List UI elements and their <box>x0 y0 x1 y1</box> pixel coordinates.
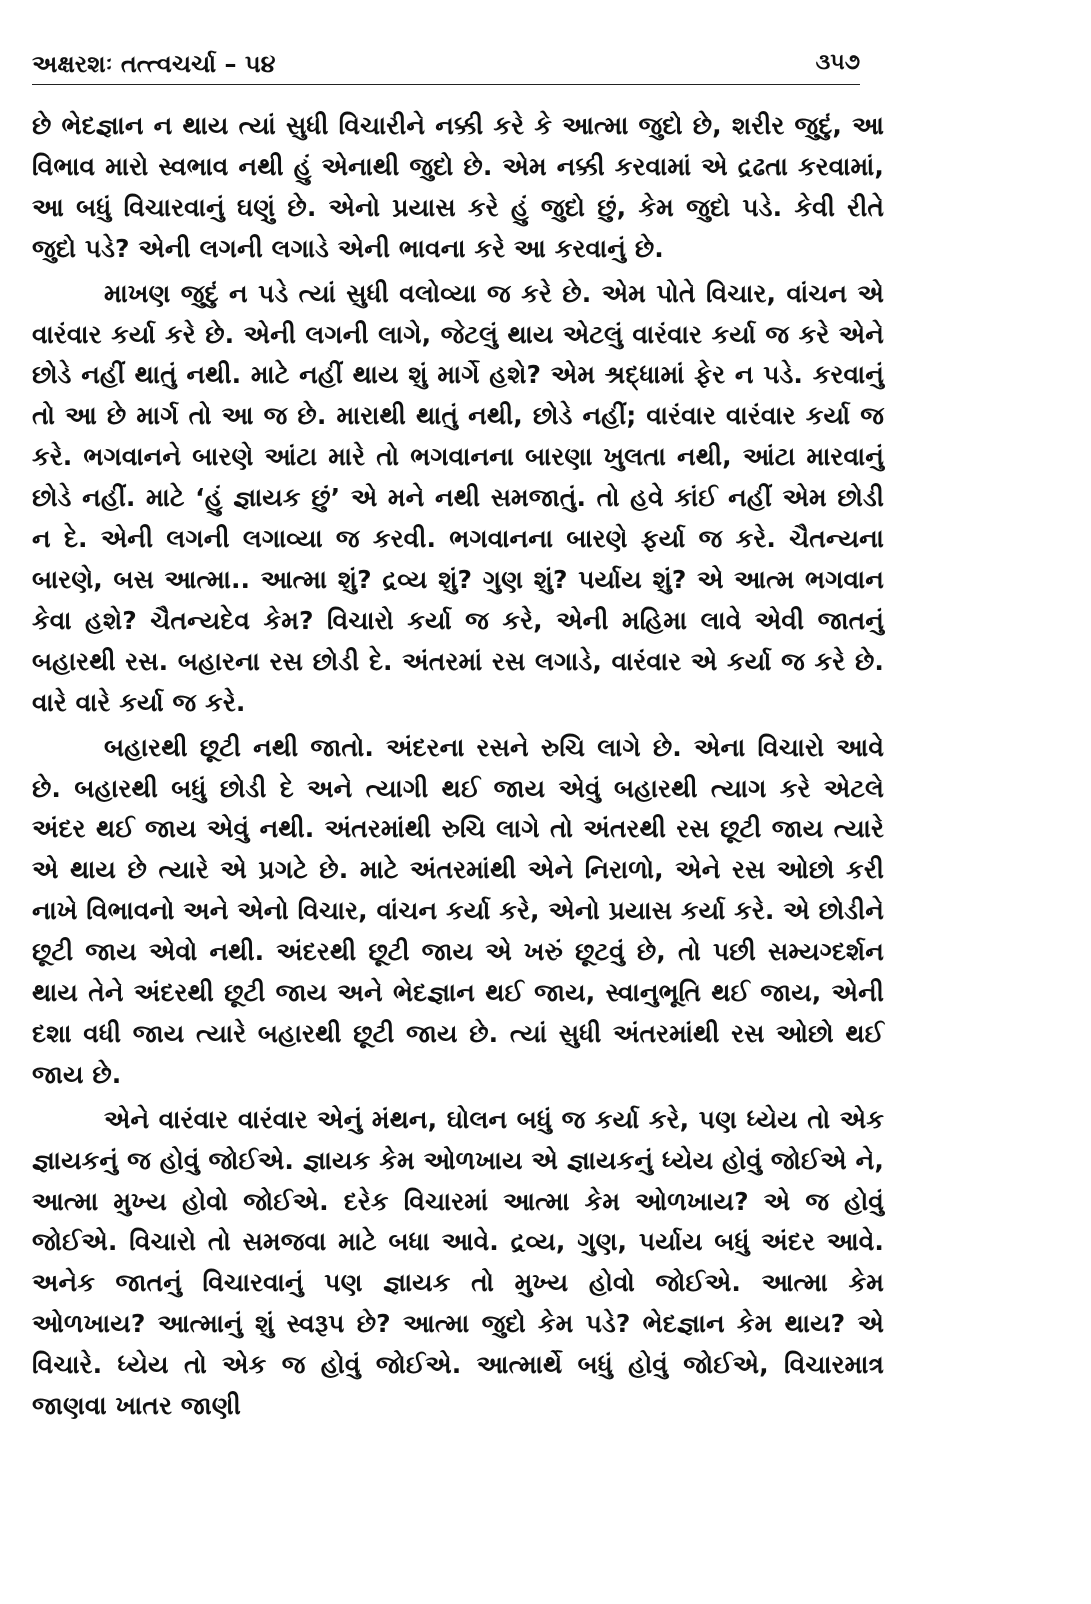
paragraph: એને વારંવાર વારંવાર એનું મંથન, ઘોલન બધું જ કર્યા કરે, પણ ધ્યેય તો એક જ્ઞાયકનું જ હોવું જોઈએ. જ્ઞાયક કેમ ઓળખાય એ જ્ઞાયકનું ધ્યેય હોવું જોઈએ ને, આત્મા મુખ્ય હોવો જોઈએ. દરેક વિચારમાં આત્મા કેમ ઓળખાય? એ જ હોવું જોઈએ. વિચારો તો સમજવા માટે બધા આવે. દ્રવ્ય, ગુણ, પર્યાય બધું અંદર આવે. અનેક જાતનું વિચારવાનું પણ જ્ઞાયક તો મુખ્ય હોવો જોઈએ. આત્મા કેમ ઓળખાય? આત્માનું શું સ્વરૂપ છે? આત્મા જુદો કેમ પડે? ભેદજ્ઞાન કેમ થાય? એ વિચારે. ધ્યેય તો એક જ હોવું જોઈએ. આત્માર્થે બધું હોવું જોઈએ, વિચારમાત્ર જાણવા ખાતર જાણી <box>32 1104 884 1421</box>
paragraph: બહારથી છૂટી નથી જાતો. અંદરના રસને રુચિ લાગે છે. એના વિચારો આવે છે. બહારથી બધું છોડી દે અને ત્યાગી થઈ જાય એવું બહારથી ત્યાગ કરે એટલે અંદર થઈ જાય એવું નથી. અંતરમાંથી રુચિ લાગે તો અંતરથી રસ છૂટી જાય ત્યારે એ થાય છે ત્યારે એ પ્રગટે છે. માટે અંતરમાંથી એને નિરાળો, એને રસ ઓછો કરી નાખે વિભાવનો અને એનો વિચાર, વાંચન કર્યા કરે, એનો પ્રયાસ કર્યા કરે. એ છોડીને છૂટી જાય એવો નથી. અંદરથી છૂટી જાય એ ખરું છૂટવું છે, તો પછી સમ્યગ્દર્શન થાય તેને અંદરથી છૂટી જાય અને ભેદજ્ઞાન થઈ જાય, સ્વાનુભૂતિ થઈ જાય, એની દશા વધી જાય ત્યારે બહારથી છૂટી જાય છે. ત્યાં સુધી અંતરમાંથી રસ ઓછો થઈ જાય છે. <box>32 732 884 1089</box>
page-header <box>32 46 860 85</box>
paragraph-continued: છે ભેદજ્ઞાન ન થાય ત્યાં સુધી વિચારીને નક્કી કરે કે આત્મા જુદો છે, શરીર જુદું, આ વિભાવ મારો સ્વભાવ નથી હું એનાથી જુદો છે. એમ નક્કી કરવામાં એ દ્રઢતા કરવામાં, આ બધું વિચારવાનું ઘણું છે. એનો પ્રયાસ કરે હું જુદો છું, કેમ જુદો પડે. કેવી રીતે જુદો પડે? એની લગની લગાડે એની ભાવના કરે આ કરવાનું છે. <box>32 111 884 263</box>
running-head: અક્ષરશઃ તત્ત્વચર્ચા – ૫૪ <box>32 50 276 78</box>
paragraph: માખણ જુદું ન પડે ત્યાં સુધી વલોવ્યા જ કરે છે. એમ પોતે વિચાર, વાંચન એ વારંવાર કર્યા કરે છે. એની લગની લાગે, જેટલું થાય એટલું વારંવાર કર્યા જ કરે એને છોડે નહીં થાતું નથી. માટે નહીં થાય શું માર્ગે હશે? એમ શ્રદ્ધામાં ફેર ન પડે. કરવાનું તો આ છે માર્ગ તો આ જ છે. મારાથી થાતું નથી, છોડે નહીં; વારંવાર વારંવાર કર્યા જ કરે. ભગવાનને બારણે આંટા મારે તો ભગવાનના બારણા ખુલતા નથી, આંટા મારવાનું છોડે નહીં. માટે ‘હું જ્ઞાયક છું’ એ મને નથી સમજાતું. તો હવે કાંઈ નહીં એમ છોડી ન દે. એની લગની લગાવ્યા જ કરવી. ભગવાનના બારણે ફર્યા જ કરે. ચૈતન્યના બારણે, બસ આત્મા.. આત્મા શું? દ્રવ્ય શું? ગુણ શું? પર્યાય શું? એ આત્મ ભગવાન કેવા હશે? ચૈતન્યદેવ કેમ? વિચારો કર્યા જ કરે, એની મહિમા લાવે એવી જાતનું બહારથી રસ. બહારના રસ છોડી દે. અંતરમાં રસ લગાડે, વારંવાર એ કર્યા જ કરે છે. વારે વારે કર્યા જ કરે. <box>32 278 884 717</box>
body-text <box>32 106 884 1431</box>
page-number: ૩૫૭ <box>815 50 860 75</box>
